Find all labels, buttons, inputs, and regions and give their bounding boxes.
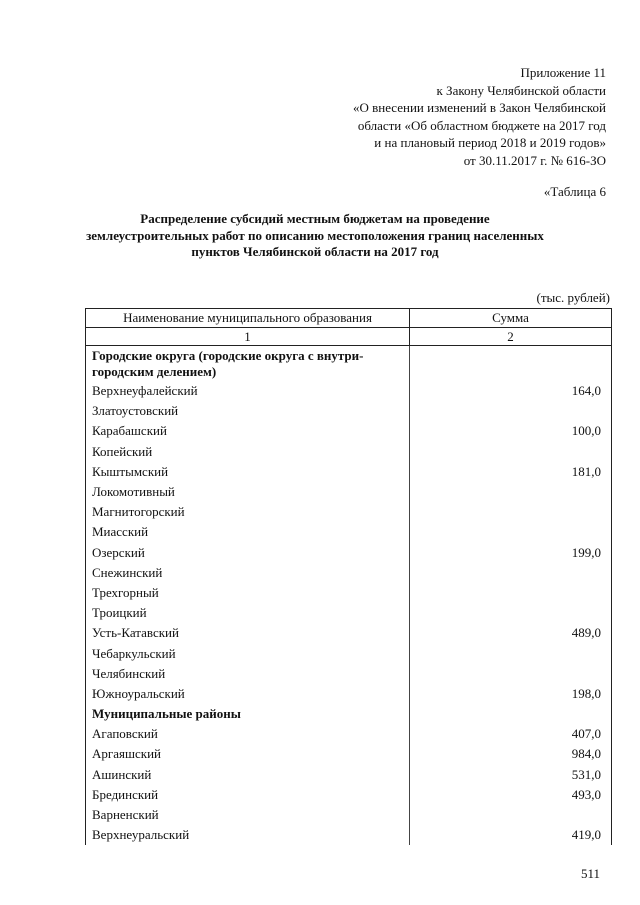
table-row xyxy=(86,442,612,462)
table-row xyxy=(86,381,612,401)
subsidy-amount: 419,0 xyxy=(410,825,612,845)
municipality-name: Снежинский xyxy=(86,563,410,583)
municipality-name: Варненский xyxy=(86,805,410,825)
municipality-name: Аргаяшский xyxy=(86,744,410,764)
table-section-row xyxy=(86,346,612,382)
appendix-line: Приложение 11 xyxy=(520,65,606,80)
table-row xyxy=(86,522,612,542)
subsidy-amount xyxy=(410,401,612,421)
units-label: (тыс. рублей) xyxy=(536,290,610,305)
subsidy-amount: 531,0 xyxy=(410,765,612,785)
table-row xyxy=(86,482,612,502)
column-number: 1 xyxy=(86,328,410,346)
page-number: 511 xyxy=(580,866,600,881)
section-heading: Муниципальные районы xyxy=(86,704,410,724)
table-row xyxy=(86,563,612,583)
table-row xyxy=(86,623,612,643)
table-row xyxy=(86,785,612,805)
subsidy-amount: 984,0 xyxy=(410,744,612,764)
municipality-name: Усть-Катавский xyxy=(86,623,410,643)
municipality-name: Брединский xyxy=(86,785,410,805)
appendix-line: и на плановый период 2018 и 2019 годов» xyxy=(374,135,606,150)
table-row xyxy=(86,583,612,603)
subsidy-table xyxy=(85,308,612,845)
appendix-line: от 30.11.2017 г. № 616-ЗО xyxy=(463,152,606,168)
table-row xyxy=(86,724,612,744)
municipality-name: Локомотивный xyxy=(86,482,410,502)
municipality-name: Миасский xyxy=(86,522,410,542)
table-row xyxy=(86,643,612,663)
table-row xyxy=(86,684,612,704)
column-header-sum: Сумма xyxy=(410,309,612,328)
table-body xyxy=(86,346,612,846)
subsidy-amount xyxy=(410,482,612,502)
subsidy-amount: 100,0 xyxy=(410,421,612,441)
table-row xyxy=(86,462,612,482)
subsidy-amount: 493,0 xyxy=(410,785,612,805)
subsidy-amount xyxy=(410,603,612,623)
municipality-name: Агаповский xyxy=(86,724,410,744)
table-row xyxy=(86,825,612,845)
column-number-row xyxy=(86,328,612,346)
table-label: «Таблица 6 xyxy=(543,184,606,199)
section-heading: Городские округа (городские округа с внутри-городским делением) xyxy=(86,346,410,382)
subsidy-amount: 198,0 xyxy=(410,684,612,704)
municipality-name: Ашинский xyxy=(86,765,410,785)
subsidy-amount xyxy=(410,522,612,542)
table-row xyxy=(86,664,612,684)
subsidy-amount: 407,0 xyxy=(410,724,612,744)
subsidy-amount xyxy=(410,442,612,462)
municipality-name: Чебаркульский xyxy=(86,643,410,663)
subsidy-amount xyxy=(410,643,612,663)
subsidy-amount: 181,0 xyxy=(410,462,612,482)
municipality-name: Верхнеуральский xyxy=(86,825,410,845)
subsidy-amount xyxy=(410,704,612,724)
subsidy-amount: 164,0 xyxy=(410,381,612,401)
municipality-name: Златоустовский xyxy=(86,401,410,421)
municipality-name: Кыштымский xyxy=(86,462,410,482)
table-row xyxy=(86,543,612,563)
subsidy-amount xyxy=(410,346,612,382)
table-header-row xyxy=(86,309,612,328)
table-section-row xyxy=(86,704,612,724)
municipality-name: Карабашский xyxy=(86,421,410,441)
subsidy-amount: 199,0 xyxy=(410,543,612,563)
municipality-name: Южноуральский xyxy=(86,684,410,704)
appendix-line: к Закону Челябинской области xyxy=(436,82,606,98)
table-row xyxy=(86,744,612,764)
municipality-name: Магнитогорский xyxy=(86,502,410,522)
table-row xyxy=(86,805,612,825)
document-title: Распределение субсидий местным бюджетам на проведение землеустроительных работ по описанию местоположения границ населенных пунктов Челябинской области на 2017 год xyxy=(86,211,544,259)
municipality-name: Верхнеуфалейский xyxy=(86,381,410,401)
subsidy-amount xyxy=(410,805,612,825)
municipality-name: Озерский xyxy=(86,543,410,563)
municipality-name: Копейский xyxy=(86,442,410,462)
municipality-name: Челябинский xyxy=(86,664,410,684)
table-row xyxy=(86,502,612,522)
subsidy-amount xyxy=(410,583,612,603)
municipality-name: Трехгорный xyxy=(86,583,410,603)
subsidy-amount xyxy=(410,502,612,522)
subsidy-amount xyxy=(410,563,612,583)
subsidy-amount xyxy=(410,664,612,684)
table-row xyxy=(86,421,612,441)
table-row xyxy=(86,401,612,421)
subsidy-amount: 489,0 xyxy=(410,623,612,643)
table-row xyxy=(86,603,612,623)
column-number: 2 xyxy=(410,328,612,346)
table-row xyxy=(86,765,612,785)
appendix-line: области «Об областном бюджете на 2017 год xyxy=(357,117,606,133)
column-header-name: Наименование муниципального образования xyxy=(86,309,410,328)
appendix-line: «О внесении изменений в Закон Челябинской xyxy=(352,100,606,115)
appendix-header xyxy=(353,64,606,169)
municipality-name: Троицкий xyxy=(86,603,410,623)
